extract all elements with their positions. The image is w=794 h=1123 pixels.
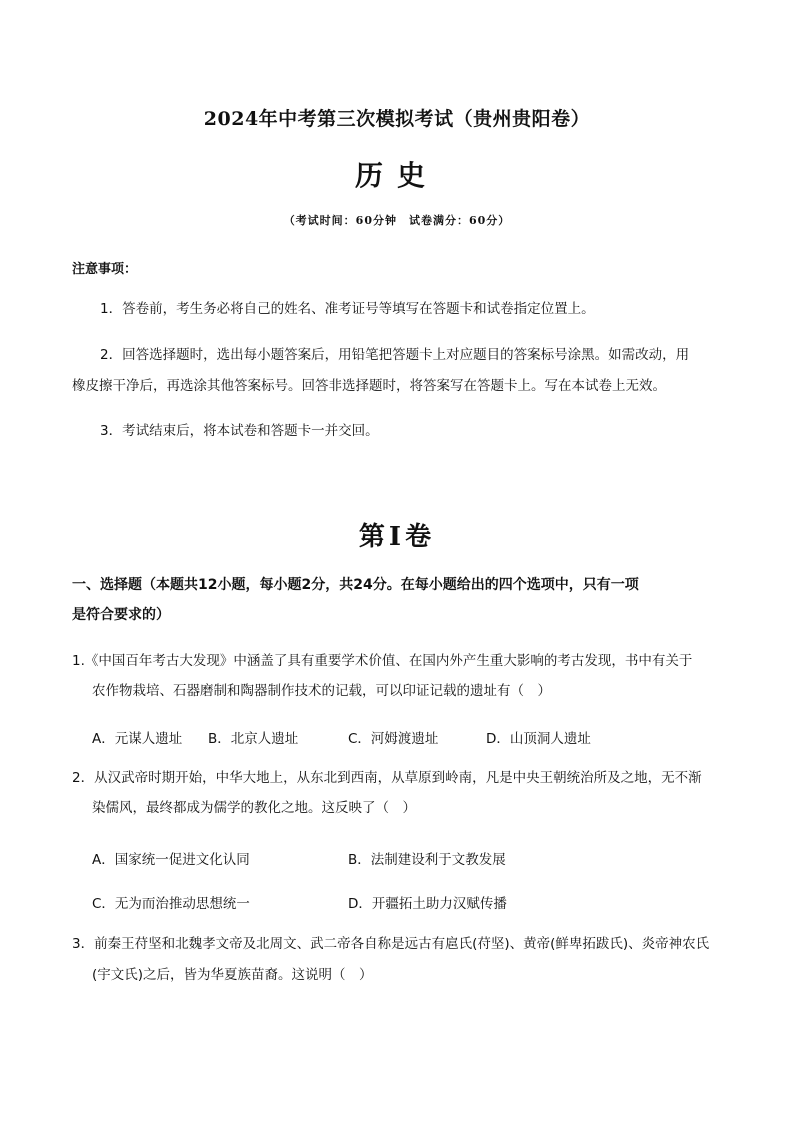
question-2-option-a: A．国家统一促进文化认同: [92, 852, 250, 868]
section-heading-line-1: 一、选择题（本题共12小题，每小题2分，共24分。在每小题给出的四个选项中，只有一项: [72, 577, 639, 593]
question-2-line-2: 染儒风，最终都成为儒学的教化之地。这反映了（ ）: [92, 800, 416, 816]
section-heading-line-2: 是符合要求的）: [72, 607, 170, 623]
exam-info: （考试时间：60分钟 试卷满分：60分）: [283, 214, 511, 227]
notice-item-2-line-1: 2．回答选择题时，选出每小题答案后，用铅笔把答题卡上对应题目的答案标号涂黑。如需改动，用: [100, 347, 690, 363]
question-1-option-c: C．河姆渡遗址: [348, 731, 439, 747]
question-3-line-1: 3．前秦王苻坚和北魏孝文帝及北周文、武二帝各自称是远古有扈氏(苻坚)、黄帝(鲜卑拓跋氏)、炎帝神农氏: [72, 936, 710, 952]
volume-heading: 第Ⅰ卷: [358, 522, 436, 552]
subject-title: 历史: [354, 159, 439, 192]
question-2-option-d: D．开疆拓土助力汉赋传播: [348, 896, 507, 912]
notice-heading: 注意事项：: [72, 262, 138, 277]
question-2-line-1: 2．从汉武帝时期开始，中华大地上，从东北到西南，从草原到岭南，凡是中央王朝统治所及之地，无不渐: [72, 770, 702, 786]
exam-title: 2024年中考第三次模拟考试（贵州贵阳卷）: [203, 108, 591, 130]
question-1-line-1: 1.《中国百年考古大发现》中涵盖了具有重要学术价值、在国内外产生重大影响的考古发现，书中有关于: [72, 653, 693, 669]
question-2-option-c: C．无为而治推动思想统一: [92, 896, 250, 912]
notice-item-2-line-2: 橡皮擦干净后，再选涂其他答案标号。回答非选择题时，将答案写在答题卡上。写在本试卷上无效。: [72, 378, 666, 394]
notice-item-1: 1．答卷前，考生务必将自己的姓名、准考证号等填写在答题卡和试卷指定位置上。: [100, 301, 595, 317]
question-2-option-b: B．法制建设利于文教发展: [348, 852, 506, 868]
question-3-line-2: (宇文氏)之后，皆为华夏族苗裔。这说明（ ）: [92, 967, 373, 983]
question-1-line-2: 农作物栽培、石器磨制和陶器制作技术的记载，可以印证记载的遗址有（ ）: [92, 683, 551, 699]
question-1-option-a: A．元谋人遗址: [92, 731, 183, 747]
notice-item-3: 3．考试结束后，将本试卷和答题卡一并交回。: [100, 423, 379, 439]
question-1-option-d: D．山顶洞人遗址: [486, 731, 591, 747]
question-1-option-b: B．北京人遗址: [208, 731, 299, 747]
